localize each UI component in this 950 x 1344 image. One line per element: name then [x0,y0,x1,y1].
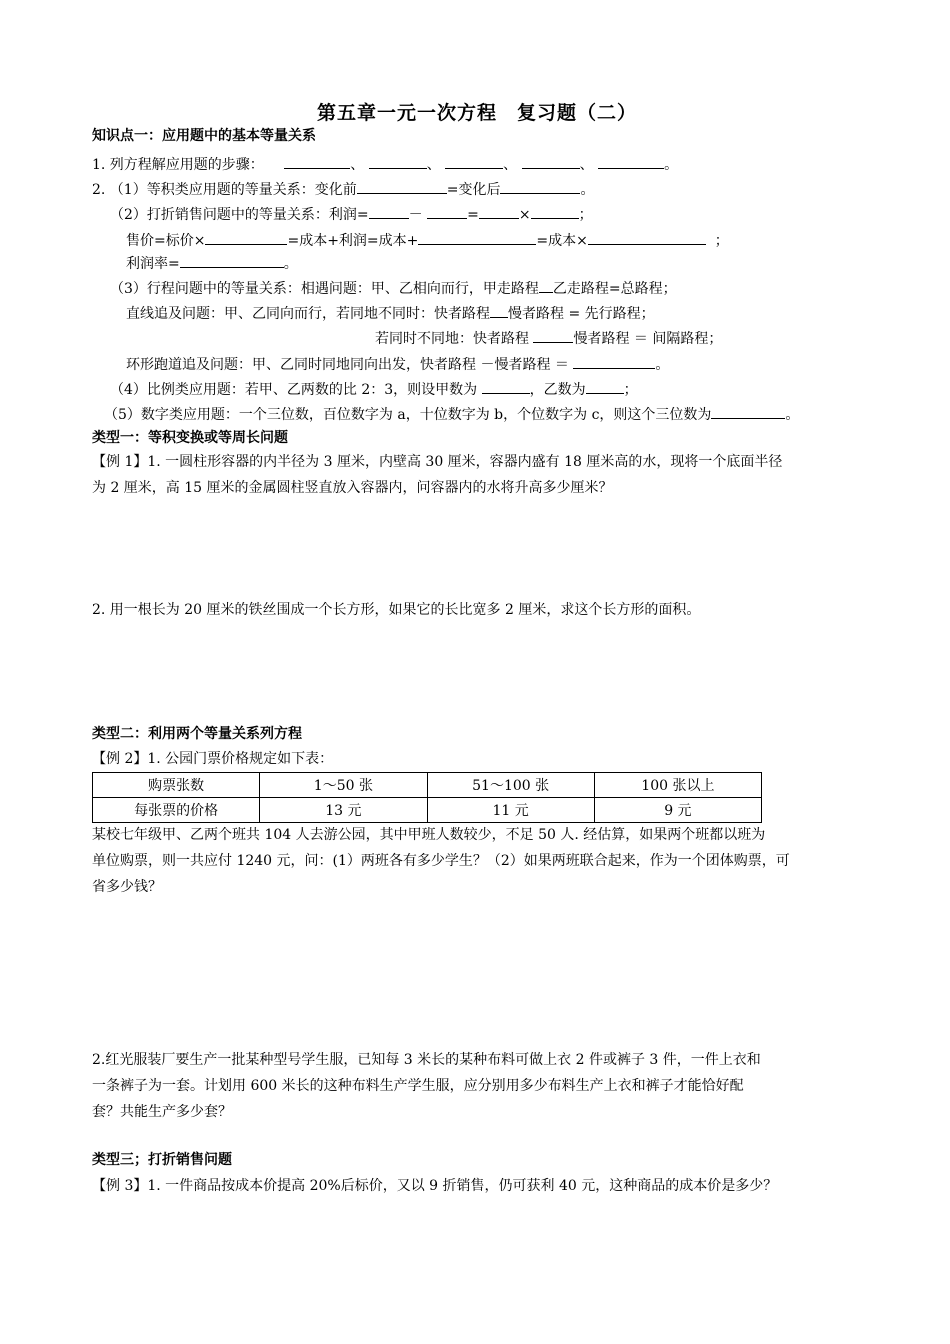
table-cell: 9 元 [594,798,761,823]
fill-blank[interactable] [205,229,287,245]
discount-profit-line: （2）打折销售问题中的等量关系：利润= － = × ； [110,203,593,223]
table-cell: 100 张以上 [594,773,761,798]
fill-blank[interactable] [369,203,409,219]
fill-blank[interactable] [500,178,580,194]
profit-rate-line: 利润率= 。 [126,252,298,272]
fill-blank[interactable] [445,153,503,169]
fill-blank[interactable] [573,353,655,369]
section-heading-type-2: 类型二：利用两个等量关系列方程 [92,726,302,742]
steps-line: 1. 列方程解应用题的步骤： 、 、 、 、 。 [92,153,678,173]
table-cell: 购票张数 [93,773,260,798]
fill-blank[interactable] [180,252,284,268]
fill-blank[interactable] [533,327,573,343]
example-2-intro: 【例 2】1. 公园门票价格规定如下表： [92,751,334,767]
pursuit-line-1: 直线追及问题：甲、乙同向而行，若同地不同时：快者路程 慢者路程 = 先行路程； [126,302,655,322]
fill-blank[interactable] [427,203,467,219]
example-3-text: 【例 3】1. 一件商品按成本价提高 20%后标价，又以 9 折销售，仍可获利 40 元，这种商品的成本价是多少？ [92,1178,778,1194]
fill-blank[interactable] [284,153,350,169]
fill-blank[interactable] [531,203,579,219]
fill-blank[interactable] [357,178,447,194]
fill-blank[interactable] [588,229,706,245]
example-2-text: 某校七年级甲、乙两个班共 104 人去游公园，其中甲班人数较少，不足 50 人. 经估算，如果两个班都以班为 单位购票，则一共应付 1240 元，问：(1）两班各有多少学生？（2）如果两班联合起来，作为一个团体购票，可 省多少钱？ [92,827,790,895]
section-heading-type-3: 类型三；打折销售问题 [92,1152,232,1168]
fill-blank[interactable] [479,203,519,219]
pursuit-line-2: 若同时不同地：快者路程 慢者路程 ＝ 间隔路程； [375,327,722,347]
circular-track-line: 环形跑道追及问题：甲、乙同时同地同向出发，快者路程 －慢者路程 ＝ 。 [126,353,669,373]
table-cell: 每张票的价格 [93,798,260,823]
fill-blank[interactable] [539,277,553,293]
fill-blank[interactable] [482,378,530,394]
equal-volume-line: 2. （1）等积类应用题的等量关系：变化前 =变化后 。 [92,178,594,198]
table-cell: 1～50 张 [260,773,427,798]
question-2-text: 2. 用一根长为 20 厘米的铁丝围成一个长方形，如果它的长比宽多 2 厘米，求这个长方形的面积。 [92,602,701,618]
fill-blank[interactable] [711,403,785,419]
fill-blank[interactable] [586,378,624,394]
table-cell: 13 元 [260,798,427,823]
fill-blank[interactable] [369,153,427,169]
question-2-clothing-text: 2.红光服装厂要生产一批某种型号学生服，已知每 3 米长的某种布料可做上衣 2 件或裤子 3 件，一件上衣和 一条裤子为一套。计划用 600 米长的这种布料生产学生服，应分别用多少布料生产上衣和裤子才能恰好配 套？共能生产多少套？ [92,1052,761,1120]
fill-blank[interactable] [490,302,508,318]
meeting-problem-line: （3）行程问题中的等量关系：相遇问题：甲、乙相向而行，甲走路程 乙走路程=总路程； [110,277,677,297]
section-heading-knowledge-point-1: 知识点一：应用题中的基本等量关系 [92,128,316,144]
fill-blank[interactable] [418,229,536,245]
table-cell: 51～100 张 [427,773,594,798]
example-1-text: 【例 1】1. 一圆柱形容器的内半径为 3 厘米，内壁高 30 厘米，容器内盛有 18 厘米高的水，现将一个底面半径 为 2 厘米，高 15 厘米的金属圆柱竖直放入容器内，问容器内的水将升高多少厘米？ [92,454,783,496]
table-row [93,798,762,823]
fill-blank[interactable] [598,153,664,169]
steps-label: 1. 列方程解应用题的步骤： [92,157,264,173]
page-title: 第五章一元一次方程 复习题（二） [316,102,637,124]
selling-price-line: 售价=标价× =成本+利润=成本+ =成本× ； [126,229,729,249]
table-row [93,773,762,798]
ratio-line: （4）比例类应用题：若甲、乙两数的比 2：3，则设甲数为 ，乙数为 ； [110,378,638,398]
fill-blank[interactable] [522,153,580,169]
ticket-price-table [92,772,762,823]
table-cell: 11 元 [427,798,594,823]
section-heading-type-1: 类型一：等积变换或等周长问题 [92,430,288,446]
digit-problem-line: （5）数字类应用题：一个三位数，百位数字为 a，十位数字为 b，个位数字为 c，则这个三位数为 。 [104,403,799,423]
